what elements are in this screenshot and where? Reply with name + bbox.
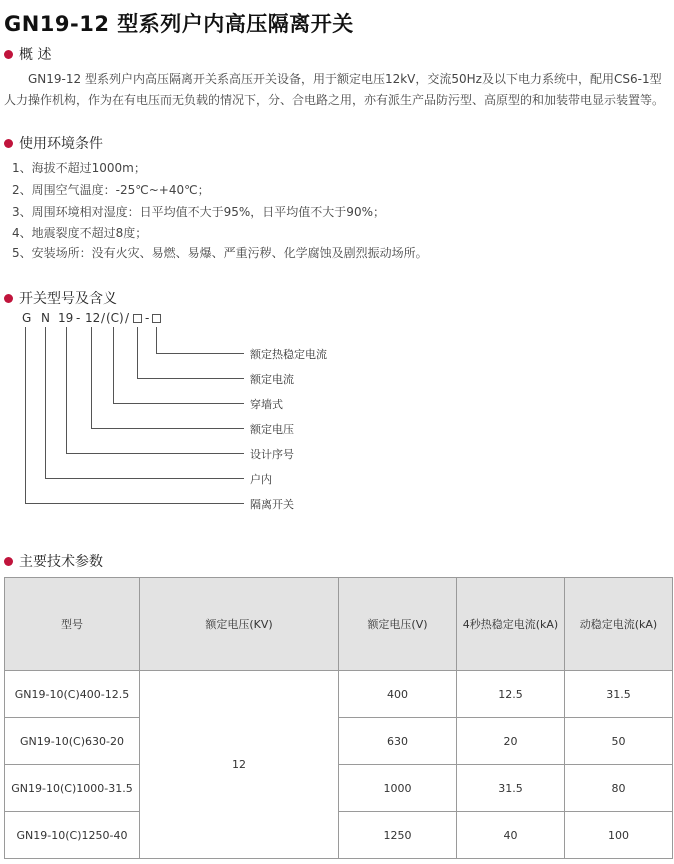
table-row <box>5 812 673 859</box>
column-header-dynamic-current: 动稳定电流(kA) <box>565 578 673 671</box>
section-heading-text: 概 述 <box>19 47 52 63</box>
section-heading-text: 开关型号及含义 <box>19 291 117 307</box>
page-title: GN19-12 型系列户内高压隔离开关 <box>4 12 354 36</box>
cell-rated-current: 400 <box>339 671 457 718</box>
condition-item: 5、安装场所：没有火灾、易燃、易爆、严重污秽、化学腐蚀及剧烈振动场所。 <box>12 246 428 260</box>
placeholder-box <box>152 314 161 323</box>
meaning-rated-current: 额定电流 <box>250 373 294 386</box>
leader-line <box>66 453 244 454</box>
column-header-thermal-current: 4秒热稳定电流(kA) <box>457 578 565 671</box>
meaning-rated-voltage: 额定电压 <box>250 423 294 436</box>
meaning-wall-type: 穿墙式 <box>250 398 283 411</box>
cell-thermal-current: 20 <box>457 718 565 765</box>
cell-dynamic-current: 100 <box>565 812 673 859</box>
table-row <box>5 718 673 765</box>
code-part-dash: - <box>145 311 150 325</box>
section-heading-text: 使用环境条件 <box>19 136 103 152</box>
cell-model: GN19-10(C)400-12.5 <box>5 671 140 718</box>
cell-dynamic-current: 80 <box>565 765 673 812</box>
specs-table <box>4 577 673 859</box>
section-heading-text: 主要技术参数 <box>19 554 103 570</box>
leader-line <box>156 353 244 354</box>
placeholder-box <box>133 314 142 323</box>
column-header-rated-voltage-kv: 额定电压(KV) <box>140 578 339 671</box>
leader-line <box>45 478 244 479</box>
condition-item: 4、地震裂度不超过8度； <box>12 226 148 240</box>
cell-thermal-current: 12.5 <box>457 671 565 718</box>
cell-dynamic-current: 50 <box>565 718 673 765</box>
code-part-g: G <box>22 311 32 325</box>
overview-text: GN19-12 型系列户内高压隔离开关系高压开关设备，用于额定电压12kV，交流50Hz及以下电力系统中，配用CS6-1型人力操作机构，作为在有电压而无负载的情况下，分、合电路之用，亦有派生产品防污型、高原型的和加装带电显示装置等。 <box>4 72 665 107</box>
overview-paragraph <box>4 69 668 111</box>
cell-model: GN19-10(C)630-20 <box>5 718 140 765</box>
cell-thermal-current: 31.5 <box>457 765 565 812</box>
code-part-slash: / <box>125 311 130 325</box>
cell-thermal-current: 40 <box>457 812 565 859</box>
section-heading-environment <box>4 133 103 153</box>
leader-line <box>156 327 157 353</box>
code-part-series: 19 <box>58 311 74 325</box>
bullet-icon <box>4 139 13 148</box>
bullet-icon <box>4 294 13 303</box>
bullet-icon <box>4 50 13 59</box>
leader-line <box>66 327 67 453</box>
leader-line <box>137 378 244 379</box>
condition-item: 1、海拔不超过1000m； <box>12 161 146 175</box>
section-heading-model <box>4 288 117 308</box>
meaning-design-number: 设计序号 <box>250 448 294 461</box>
leader-line <box>113 327 114 403</box>
table-row <box>5 765 673 812</box>
meaning-isolating-switch: 隔离开关 <box>250 498 294 511</box>
cell-model: GN19-10(C)1000-31.5 <box>5 765 140 812</box>
section-heading-specs <box>4 551 103 571</box>
code-part-slash: / <box>101 311 106 325</box>
leader-line <box>45 327 46 478</box>
leader-line <box>25 503 244 504</box>
code-part-n: N <box>41 311 50 325</box>
code-part-dash: - <box>76 311 81 325</box>
leader-line <box>91 327 92 428</box>
code-part-voltage: 12 <box>85 311 101 325</box>
column-header-rated-voltage-v: 额定电压(V) <box>339 578 457 671</box>
table-row <box>5 671 673 718</box>
cell-rated-current: 630 <box>339 718 457 765</box>
meaning-thermal-current: 额定热稳定电流 <box>250 348 327 361</box>
condition-item: 2、周围空气温度：-25℃~+40℃； <box>12 183 210 197</box>
cell-rated-voltage-kv: 12 <box>140 671 339 859</box>
leader-line <box>91 428 244 429</box>
cell-rated-current: 1000 <box>339 765 457 812</box>
meaning-indoor: 户内 <box>250 473 272 486</box>
code-part-wall: (C) <box>106 311 124 325</box>
section-heading-overview <box>4 44 51 64</box>
bullet-icon <box>4 557 13 566</box>
cell-model: GN19-10(C)1250-40 <box>5 812 140 859</box>
leader-line <box>137 327 138 378</box>
leader-line <box>25 327 26 503</box>
leader-line <box>113 403 244 404</box>
cell-dynamic-current: 31.5 <box>565 671 673 718</box>
condition-item: 3、周围环境相对湿度：日平均值不大于95%，日平均值不大于90%； <box>12 205 385 219</box>
table-header-row <box>5 578 673 671</box>
cell-rated-current: 1250 <box>339 812 457 859</box>
column-header-model: 型号 <box>5 578 140 671</box>
